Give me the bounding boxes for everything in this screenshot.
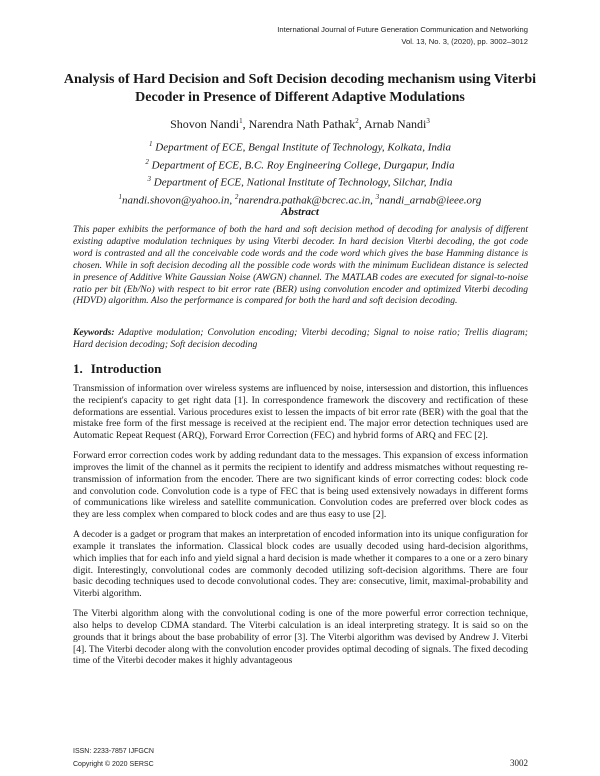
- abstract-heading: Abstract: [281, 206, 319, 218]
- author-name: Arnab Nandi: [364, 117, 427, 131]
- body-paragraph: Transmission of information over wireless systems are influenced by noise, intersession and distortion, this influences the recipient's capacity to get right data [1]. In correspondence framework the discovery and rectification of these deformations are essential. Various procedures exist to lessen the impacts of bit error rate (BER) with the goal that the mistake free form of the first message is received at the recipient end. The major error detection techniques used are Automatic Repeat Request (ARQ), Forward Error Correction (FEC) and hybrid forms of ARQ and FEC [2].: [73, 383, 528, 441]
- affiliations: [60, 137, 540, 208]
- journal-header: [277, 24, 528, 48]
- paper-title: Analysis of Hard Decision and Soft Decision decoding mechanism using Viterbi Decoder in Presence of Different Adaptive Modulations: [63, 72, 537, 105]
- affiliation-line: $^1$ Department of ECE, Bengal Institute of Technology, Kolkata, India: [149, 140, 451, 154]
- footer-copyright: Copyright © 2020 SERSC: [73, 761, 154, 768]
- body-paragraph: Forward error correction codes work by adding redundant data to the messages. This expansion of excess information improves the limit of the channel as it permits the recipient to identify and address mismatches without requesting re-transmission of information from the encoder. There are two significant kinds of error correcting codes: block code and convolution code. Convolution code is a type of FEC that is being used extensively nowadays in different forms of communications like wireless and satellite communication. Convolution codes are preferred over block codes as they are less complex when compared to block codes and are thus easy to use [2].: [73, 450, 528, 520]
- keywords: [73, 327, 528, 351]
- keywords-text: Adaptive modulation; Convolution encoding; Viterbi decoding; Signal to noise ratio; Trellis diagram; Hard decision decoding; Soft decision decoding: [73, 327, 528, 350]
- section-number: 1.: [73, 361, 83, 376]
- footer-issn: ISSN: 2233-7857 IJFGCN: [73, 748, 154, 755]
- footer: [73, 745, 154, 771]
- author-sup: 3: [426, 117, 430, 125]
- section-heading: [73, 361, 161, 377]
- email-line: $^1$nandi.shovon@yahoo.in, $^2$narendra.pathak@bcrec.ac.in, $^3$nandi_arnab@ieee.org: [118, 192, 482, 207]
- email-link[interactable]: narendra.pathak@bcrec.ac.in,: [238, 194, 376, 207]
- page-number: 3002: [510, 758, 528, 768]
- author-name: Shovon Nandi: [170, 117, 240, 131]
- section-title: Introduction: [90, 361, 162, 376]
- email-link[interactable]: nandi_arnab@ieee.org: [379, 194, 482, 207]
- author-name: Narendra Nath Pathak: [248, 117, 356, 131]
- author-sup: 2: [355, 117, 359, 125]
- affiliation-line: $^3$ Department of ECE, National Institute of Technology, Silchar, India: [147, 175, 453, 189]
- author-sup: 1: [239, 117, 243, 125]
- body-paragraph: A decoder is a gadget or program that makes an interpretation of encoded information into its unique configuration for example it translates the information. Classical block codes are usually decoded using hard-decision algorithms, which implies that for each info and yield signal a hard decision is made whether it compares to a one or a zero binary digit. Interestingly, convolutional codes are commonly decoded utilizing soft-decision algorithms. There are four basic decoding techniques used to decode convolutional codes. They are: consecutive, limit, maximal-probability and Viterbi algorithm.: [73, 529, 528, 599]
- author-list: Shovon Nandi$^1$, Narendra Nath Pathak$^2$, Arnab Nandi$^3$: [170, 117, 430, 131]
- section-body: [73, 383, 528, 676]
- affiliation-line: $^2$ Department of ECE, B.C. Roy Engineering College, Durgapur, India: [145, 157, 455, 172]
- body-paragraph: The Viterbi algorithm along with the convolutional coding is one of the more powerful error correction technique, also helps to develop CDMA standard. The Viterbi calculation is an ideal interpreting strategy. It is said so on the grounds that it brings about the base probability of error [3]. The Viterbi algorithm was devised by Andrew J. Viterbi [4]. The Viterbi decoder along with the convolution encoder provides optimal decoding of signals. The fixed decoding time of the Viterbi decoder makes it highly advantageous: [73, 608, 528, 667]
- abstract-text: This paper exhibits the performance of both the hard and soft decision method of decoding for analysis of different existing adaptive modulation techniques by using Viterbi decoder. In hard decision Viterbi decoding, the got code word is contrasted and all the conceivable code words and the code word which gives the base Hamming distance is chosen. While in soft decision decoding all the possible code words with the minimum Euclidean distance is selected in presence of Additive White Gaussian Noise (AWGN) channel. The MATLAB codes are executed for signal-to-noise ratio per bit (Eb/No) with respect to bit error rate (BER) using convolution encoder and optimized Viterbi decoding (HDVD) algorithm. Also the performance is compared for both the hard and soft decision decoding.: [73, 224, 528, 307]
- journal-name: International Journal of Future Generation Communication and Networking: [277, 25, 528, 34]
- journal-volume: Vol. 13, No. 3, (2020), pp. 3002–3012: [401, 37, 528, 46]
- keywords-label: Keywords:: [73, 327, 115, 338]
- email-link[interactable]: nandi.shovon@yahoo.in,: [122, 194, 235, 207]
